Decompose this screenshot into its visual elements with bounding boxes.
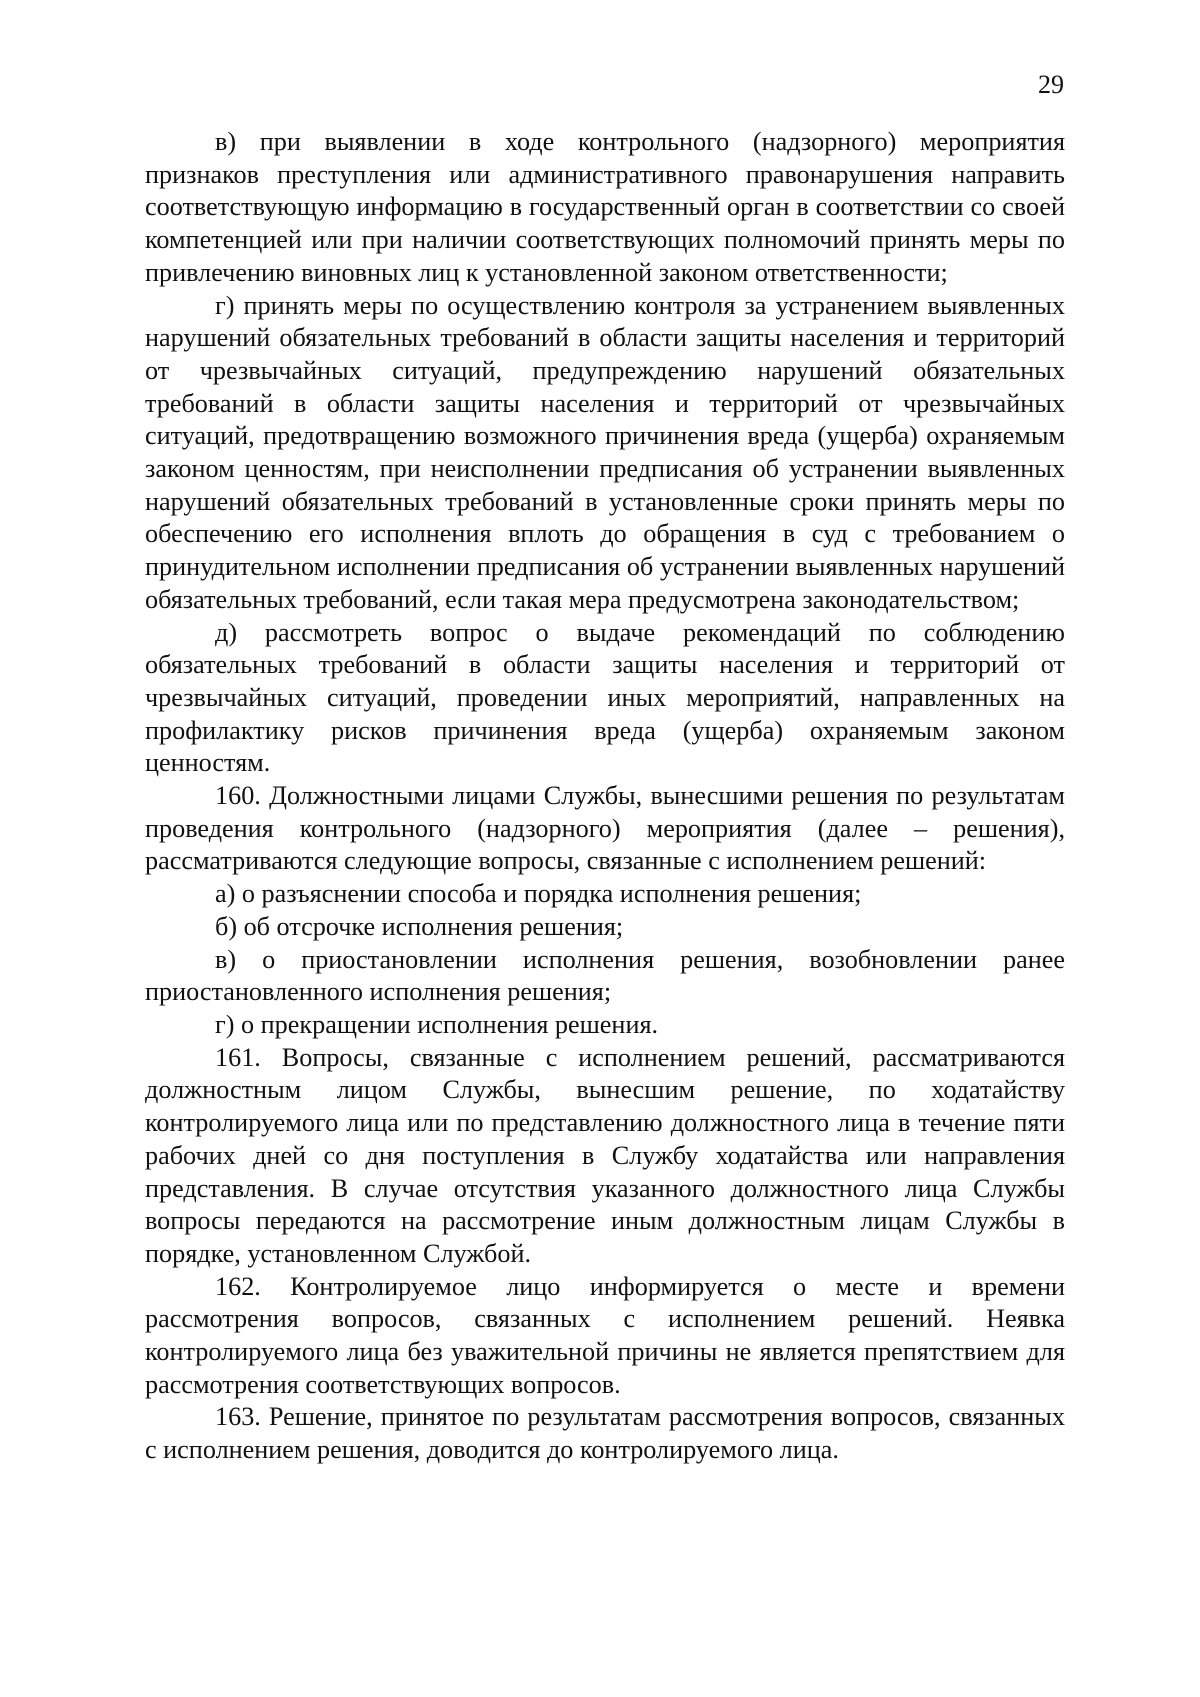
- page-number: 29: [1038, 70, 1064, 99]
- paragraph-item-g-control-measures: г) принять меры по осуществлению контроля за устранением выявленных нарушений обязательных требований в области защиты населения и территорий от чрезвычайных ситуаций, предупреждению нарушений обязательных требований в области защиты населения и территорий от чрезвычайных ситуаций, предотвращению возможного причинения вреда (ущерба) охраняемым законом ценностям, при неисполнении предписания об устранении выявленных нарушений обязательных требований в установленные сроки принять меры по обеспечению его исполнения вплоть до обращения в суд с требованием о принудительном исполнении предписания об устранении выявленных нарушений обязательных требований, если такая мера предусмотрена законодательством;: [145, 290, 1065, 614]
- paragraph-item-v-criminal-signs: в) при выявлении в ходе контрольного (надзорного) мероприятия признаков преступления или административного правонарушения направить соответствующую информацию в государственный орган в соответствии со своей компетенцией или при наличии соответствующих полномочий принять меры по привлечению виновных лиц к установленной законом ответственности;: [145, 127, 1065, 287]
- paragraph-clause-162: 162. Контролируемое лицо информируется о месте и времени рассмотрения вопросов, связанных с исполнением решений. Неявка контролируемого лица без уважительной причины не является препятствием для рассмотрения соответствующих вопросов.: [145, 1271, 1065, 1399]
- paragraph-item-g-termination: г) о прекращении исполнения решения.: [215, 1009, 659, 1039]
- paragraph-clause-161: 161. Вопросы, связанные с исполнением решений, рассматриваются должностным лицом Службы, вынесшим решение, по ходатайству контролируемого лица или по представлению должностного лица в течение пяти рабочих дней со дня поступления в Службу ходатайства или направления представления. В случае отсутствия указанного должностного лица Службы вопросы передаются на рассмотрение иным должностным лицам Службы в порядке, установленном Службой.: [145, 1042, 1065, 1268]
- paragraph-item-b-deferral: б) об отсрочке исполнения решения;: [215, 911, 624, 941]
- document-body: [145, 126, 1065, 1467]
- paragraph-item-a-clarification: а) о разъяснении способа и порядка исполнения решения;: [215, 879, 862, 909]
- paragraph-clause-163: 163. Решение, принятое по результатам рассмотрения вопросов, связанных с исполнением решения, доводится до контролируемого лица.: [145, 1402, 1065, 1465]
- paragraph-item-d-recommendations: д) рассмотреть вопрос о выдаче рекомендаций по соблюдению обязательных требований в области защиты населения и территорий от чрезвычайных ситуаций, проведении иных мероприятий, направленных на профилактику рисков причинения вреда (ущерба) охраняемым законом ценностям.: [145, 617, 1065, 778]
- paragraph-clause-160: 160. Должностными лицами Службы, вынесшими решения по результатам проведения контрольного (надзорного) мероприятия (далее – решения), рассматриваются следующие вопросы, связанные с исполнением решений:: [145, 781, 1065, 876]
- paragraph-item-v-suspension: в) о приостановлении исполнения решения, возобновлении ранее приостановленного исполнения решения;: [145, 944, 1065, 1007]
